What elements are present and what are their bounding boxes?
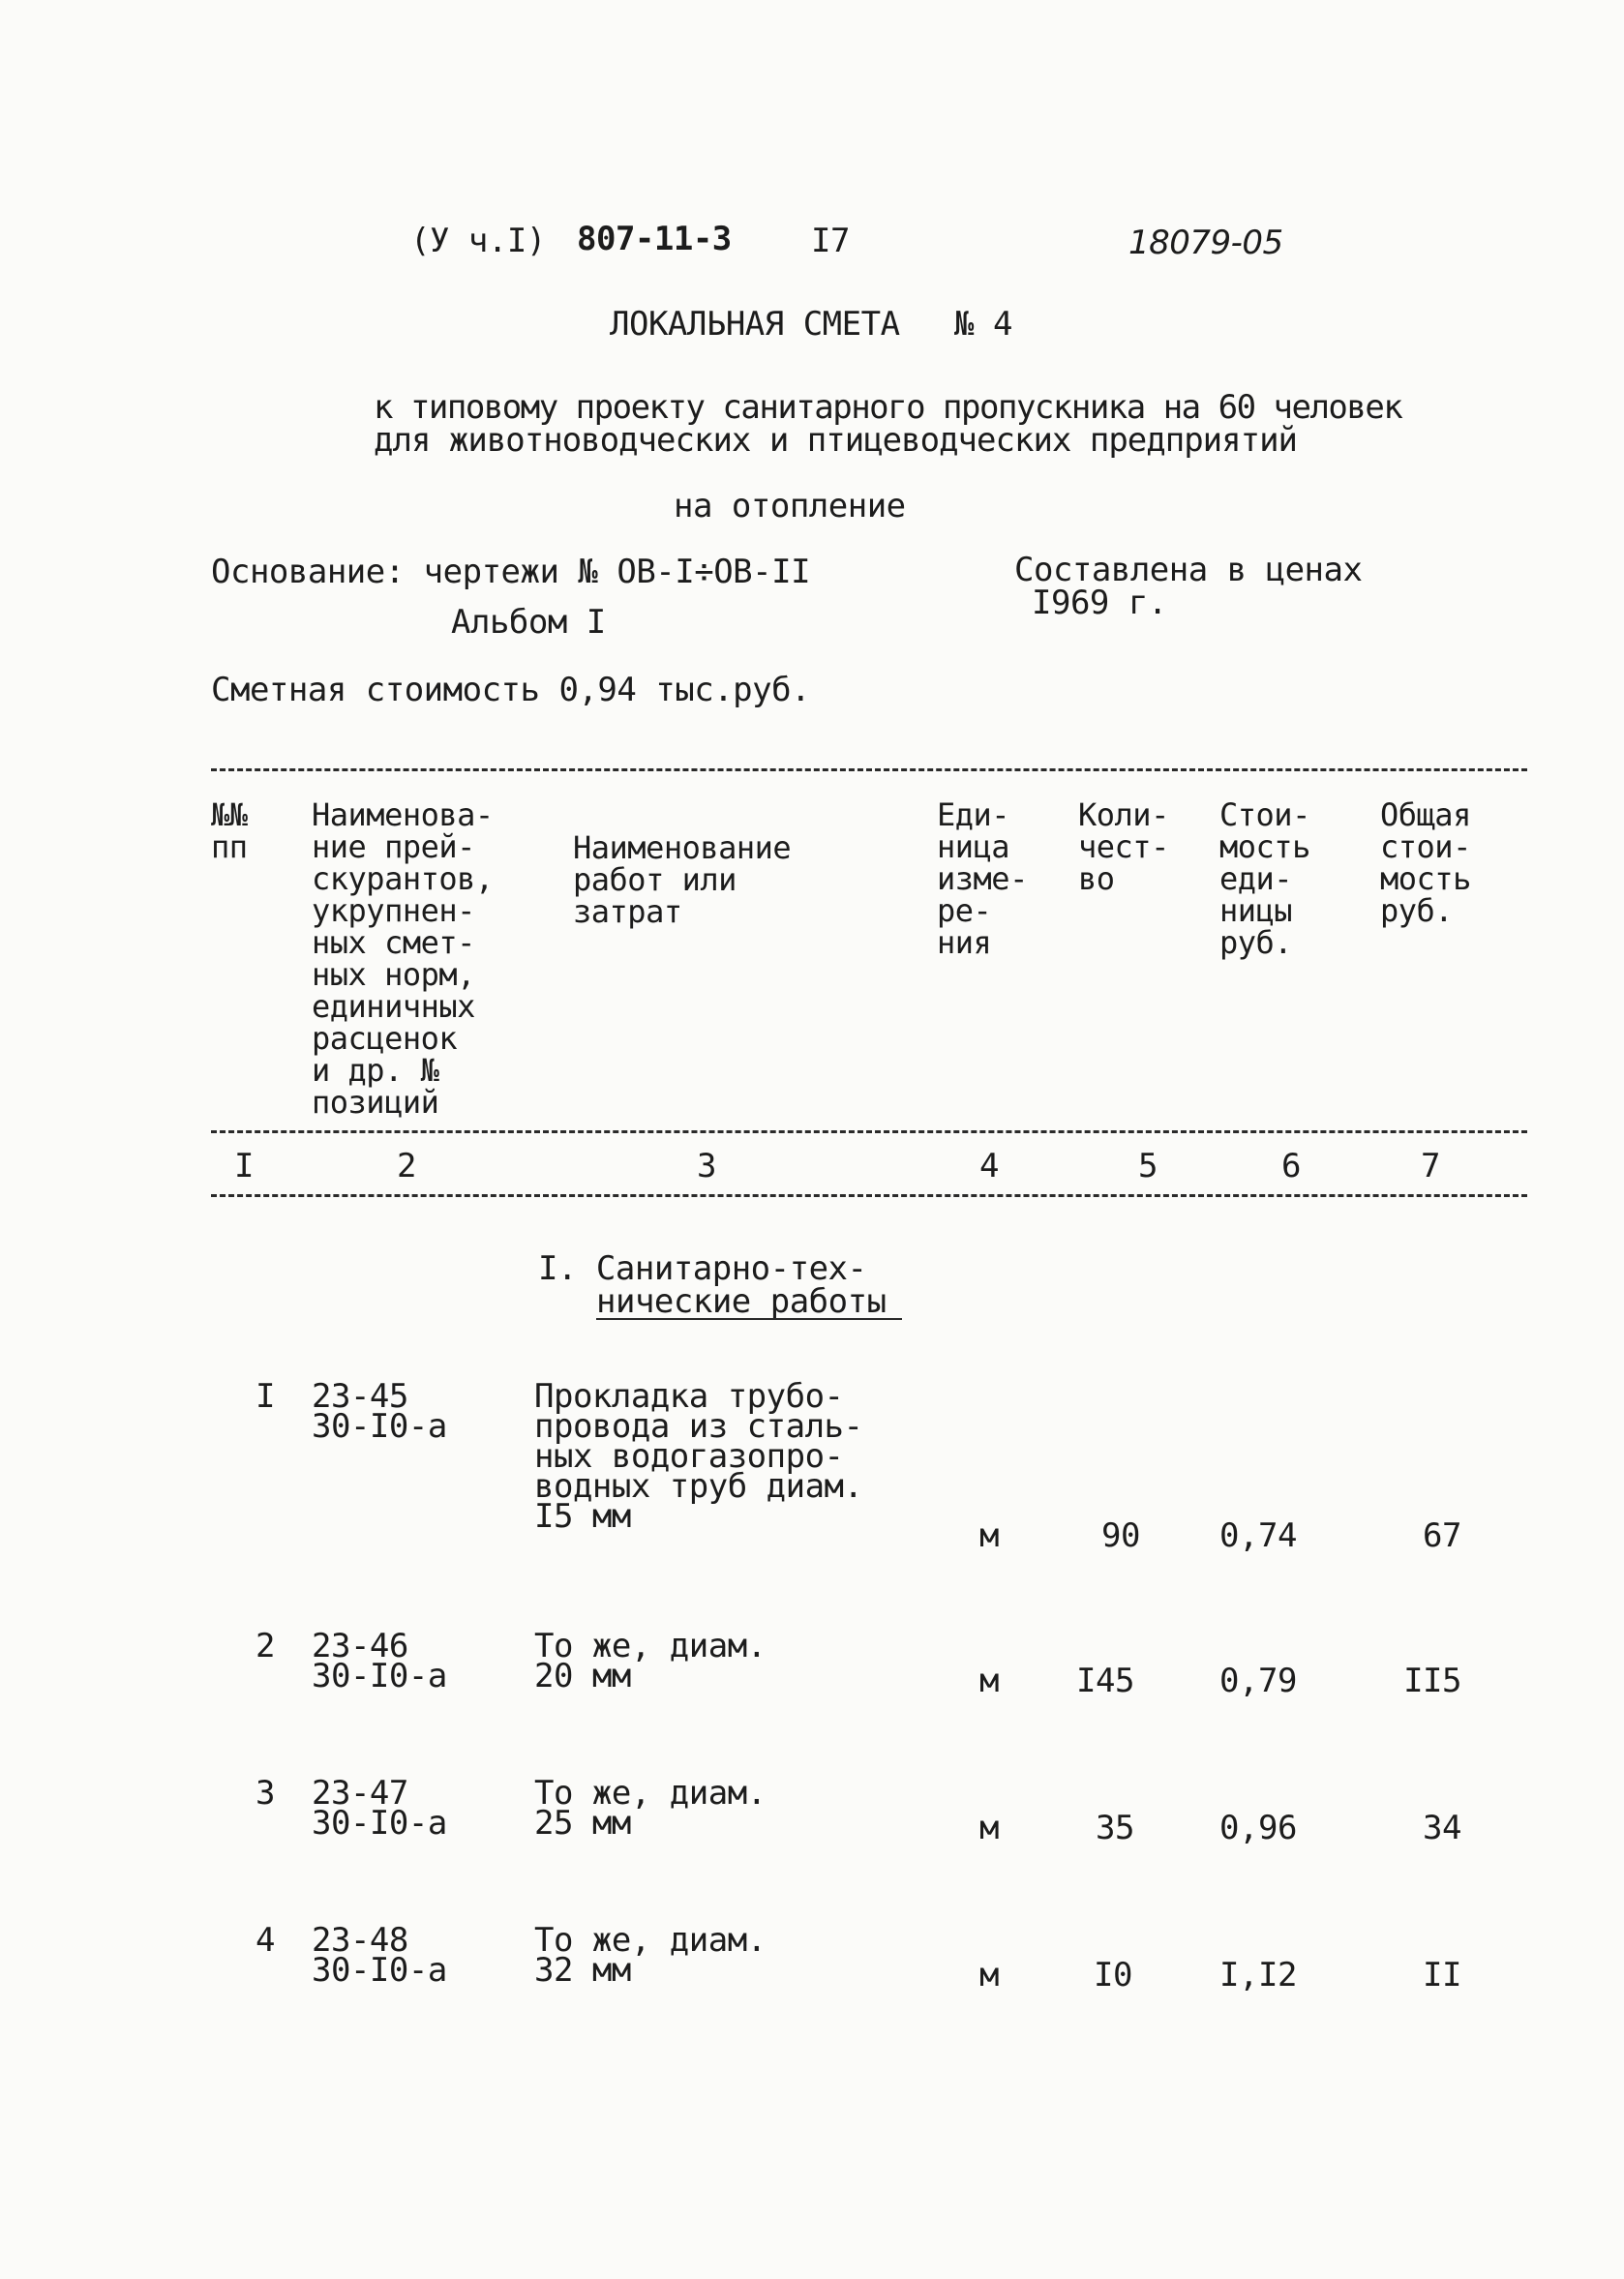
header-quantity: Коли- чест- во <box>1078 796 1169 897</box>
document-number: 18079-05 <box>1128 224 1283 262</box>
column-number-6: 6 <box>1281 1147 1301 1185</box>
column-number-1: I <box>234 1147 254 1185</box>
subtitle-line-2: для животноводческих и птицеводческих предприятий <box>374 421 1298 460</box>
unit: м <box>979 1516 999 1555</box>
header-price-list-codes: Наименова- ние прей- скурантов, укрупнен- ных смет- ных норм, единичных расценок и др. № позиций <box>312 796 494 1121</box>
work-name: То же, диам. 32 мм <box>534 1921 767 1990</box>
total-cost: II <box>1423 1956 1461 1994</box>
work-name: Прокладка трубо- провода из сталь- ных водогазопро- водных труб диам. I5 мм <box>534 1377 863 1536</box>
quantity: 35 <box>1096 1809 1134 1847</box>
column-numbers-rule <box>211 1194 1527 1197</box>
header-work-name: Наименование работ или затрат <box>573 829 792 930</box>
section-title-underline <box>596 1318 902 1320</box>
quantity: I45 <box>1076 1662 1134 1700</box>
section-title-line-1: I. Санитарно-тех- <box>538 1249 867 1288</box>
quantity: I0 <box>1094 1956 1132 1994</box>
estimate-number: № 4 <box>954 305 1012 344</box>
subtitle-line-1: к типовому проекту санитарного пропускника на 60 человек <box>374 388 1402 427</box>
row-number: 4 <box>256 1921 275 1960</box>
column-number-2: 2 <box>397 1147 416 1185</box>
basis-album: Альбом I <box>451 603 606 642</box>
column-number-5: 5 <box>1138 1147 1158 1185</box>
work-name: То же, диам. 20 мм <box>534 1627 767 1695</box>
price-list-code: 23-47 30-I0-а <box>312 1774 447 1843</box>
header-total-cost: Общая стои- мость руб. <box>1380 796 1471 929</box>
total-cost: II5 <box>1403 1662 1461 1700</box>
work-name: То же, диам. 25 мм <box>534 1774 767 1843</box>
unit-cost: I,I2 <box>1219 1956 1297 1994</box>
header-unit-cost: Стои- мость еди- ницы руб. <box>1219 796 1310 961</box>
unit-cost: 0,74 <box>1219 1516 1297 1555</box>
column-number-3: 3 <box>697 1147 716 1185</box>
row-number: I <box>256 1377 275 1416</box>
price-list-code: 23-48 30-I0-а <box>312 1921 447 1990</box>
header-row-number: №№ пп <box>211 796 248 865</box>
project-code: 807-11-3 <box>577 220 732 258</box>
unit: м <box>979 1662 999 1700</box>
unit: м <box>979 1809 999 1847</box>
estimate-purpose: на отопление <box>674 487 906 525</box>
total-cost: 67 <box>1423 1516 1461 1555</box>
quantity: 90 <box>1101 1516 1140 1555</box>
section-title-line-2: нические работы <box>596 1282 887 1321</box>
table-top-rule <box>211 768 1527 771</box>
unit-cost: 0,79 <box>1219 1662 1297 1700</box>
header-bottom-rule <box>211 1130 1527 1133</box>
price-basis-line-1: Составлена в ценах <box>1014 551 1363 589</box>
row-number: 2 <box>256 1627 275 1665</box>
unit: м <box>979 1956 999 1994</box>
unit-cost: 0,96 <box>1219 1809 1297 1847</box>
document-title: ЛОКАЛЬНАЯ СМЕТА <box>610 305 900 344</box>
estimated-cost: Сметная стоимость 0,94 тыс.руб. <box>211 671 811 709</box>
basis-drawings: Основание: чертежи № ОВ-I÷ОВ-II <box>211 553 811 591</box>
series-prefix: (У ч.I) <box>410 222 546 260</box>
row-number: 3 <box>256 1774 275 1813</box>
price-basis-line-2: I969 г. <box>1032 584 1167 622</box>
total-cost: 34 <box>1423 1809 1461 1847</box>
header-unit: Еди- ница изме- ре- ния <box>937 796 1028 961</box>
column-number-4: 4 <box>979 1147 999 1185</box>
price-list-code: 23-45 30-I0-а <box>312 1377 447 1446</box>
column-number-7: 7 <box>1421 1147 1440 1185</box>
page-number: I7 <box>811 222 850 260</box>
price-list-code: 23-46 30-I0-а <box>312 1627 447 1695</box>
